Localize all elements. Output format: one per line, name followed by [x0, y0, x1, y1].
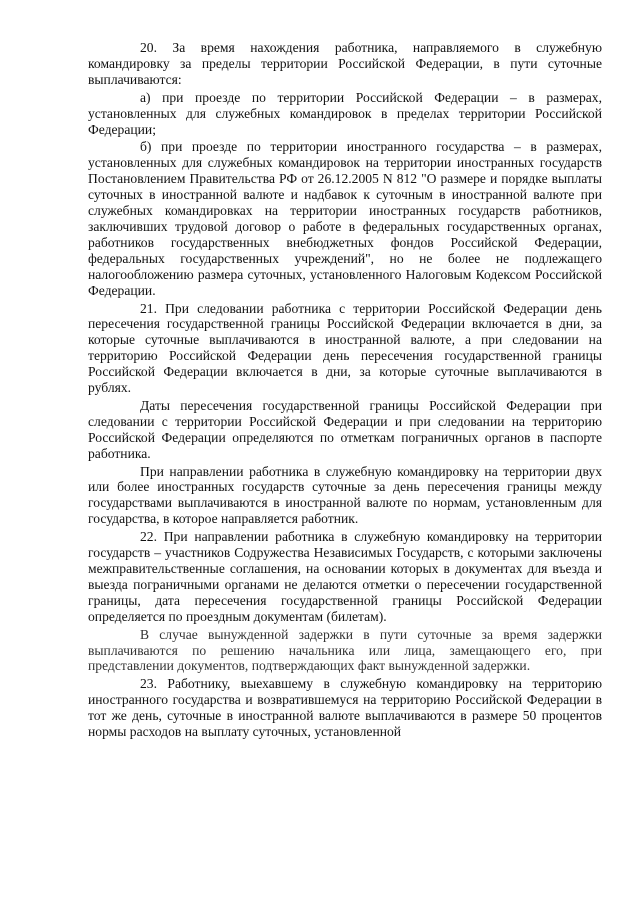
- paragraph-22-delay: В случае вынужденной задержки в пути суточные за время задержки выплачиваются по решению начальника или лица, замещающего его, при представлении документов, подтверждающих факт вынужденной задержки.: [88, 626, 602, 674]
- paragraph-23: 23. Работнику, выехавшему в служебную командировку на территорию иностранного государства и возвратившемуся на территорию Российской Федерации в тот же день, суточные в иностранной валюте выплачиваются в размере 50 процентов нормы расходов на выплату суточных, установленной: [88, 676, 602, 740]
- paragraph-21: 21. При следовании работника с территории Российской Федерации день пересечения государственной границы Российской Федерации включается в дни, за которые суточные выплачиваются в иностранной валюте, а при следовании на территорию Российской Федерации день пересечения государственной границы Российской Федерации включается в дни, за которые суточные выплачиваются в рублях.: [88, 300, 602, 396]
- paragraph-21-border-dates: Даты пересечения государственной границы Российской Федерации при следовании с территории Российской Федерации и при следовании на территорию Российской Федерации определяются по отметкам пограничных органов в паспорте работника.: [88, 397, 602, 461]
- paragraph-20b: б) при проезде по территории иностранного государства – в размерах, установленных для служебных командировок на территории иностранных государств Постановлением Правительства РФ от 26.12.2005 N 812 "О размере и порядке выплаты суточных в иностранной валюте и надбавок к суточным в иностранной валюте при служебных командировках на территории иностранных государств работников, заключивших трудовой договор о работе в федеральных государственных органах, работников государственных внебюджетных фондов Российской Федерации, федеральных государственных учреждений", но не более не подлежащего налогообложению размера суточных, установленного Налоговым Кодексом Российской Федерации.: [88, 139, 602, 298]
- paragraph-21-multiple-states: При направлении работника в служебную командировку на территории двух или более иностранных государств суточные за день пересечения границы между государствами выплачиваются в иностранной валюте по нормам, установленным для государства, в которое направляется работник.: [88, 463, 602, 527]
- paragraph-22: 22. При направлении работника в служебную командировку на территории государств – участников Содружества Независимых Государств, с которыми заключены межправительственные соглашения, на основании которых в документах для въезда и выезда пограничными органами не делаются отметки о пересечении государственной границы, дата пересечения государственной границы Российской Федерации определяется по проездным документам (билетам).: [88, 529, 602, 624]
- paragraph-20a: а) при проезде по территории Российской Федерации – в размерах, установленных для служебных командировок в пределах территории Российской Федерации;: [88, 89, 602, 137]
- paragraph-20: 20. За время нахождения работника, направляемого в служебную командировку за пределы территории Российской Федерации, в пути суточные выплачиваются:: [88, 40, 602, 87]
